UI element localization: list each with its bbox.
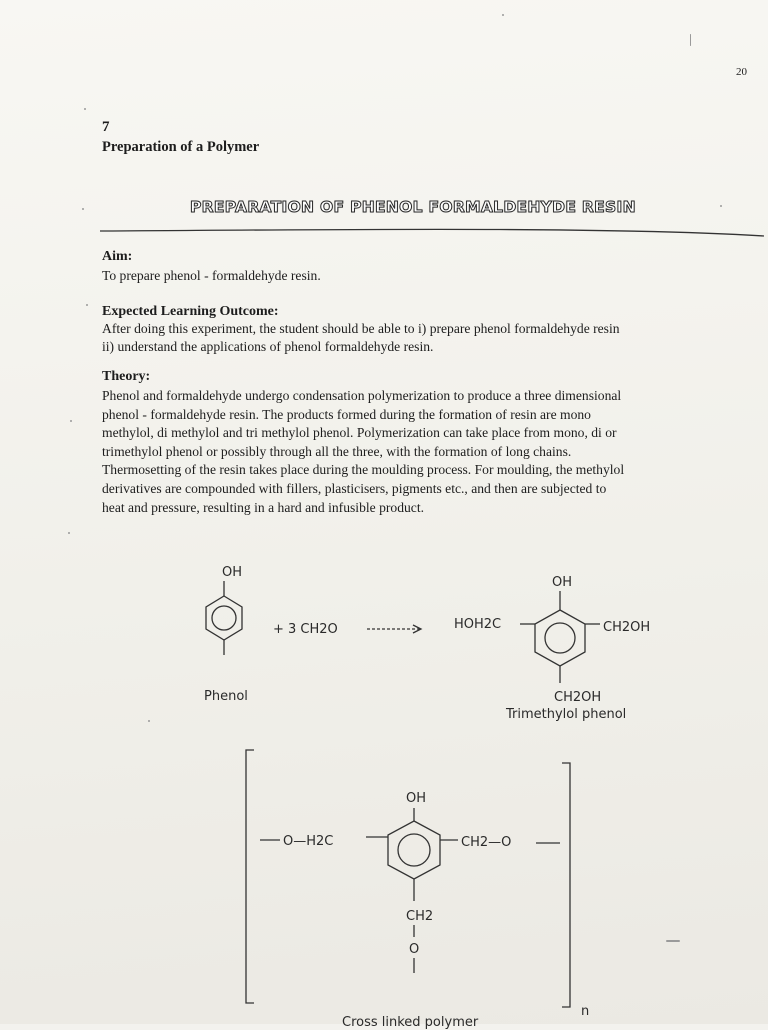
theory-line-7: heat and pressure, resulting in a hard and infusible product. bbox=[102, 499, 425, 515]
reaction-arrow bbox=[367, 625, 421, 633]
product-oh-group: OH bbox=[552, 575, 573, 590]
product-right-group: CH2OH bbox=[603, 620, 651, 635]
polymer-left-chain: O—H2C bbox=[283, 834, 334, 849]
right-bracket bbox=[562, 763, 570, 1007]
outcome-label: Expected Learning Outcome: bbox=[102, 304, 279, 319]
main-heading: PREPARATION OF PHENOL FORMALDEHYDE RESIN bbox=[190, 198, 636, 216]
aim-text: To prepare phenol - formaldehyde resin. bbox=[102, 268, 321, 283]
phenol-oh-group: OH bbox=[222, 565, 243, 580]
product-bottom-group: CH2OH bbox=[554, 690, 602, 705]
outcome-line-1: After doing this experiment, the student should be able to i) prepare phenol formaldehyde resin bbox=[102, 321, 620, 336]
experiment-number: 7 bbox=[102, 119, 110, 135]
left-bracket bbox=[246, 750, 254, 1003]
speck bbox=[84, 108, 86, 110]
speck bbox=[690, 34, 691, 46]
repeat-subscript: n bbox=[581, 1004, 590, 1019]
phenol-label: Phenol bbox=[204, 689, 248, 704]
polymer-right-chain: CH2—O bbox=[461, 835, 512, 850]
theory-line-1: Phenol and formaldehyde undergo condensation polymerization to produce a three dimensional bbox=[102, 388, 622, 403]
theory-line-6: derivatives are compounded with fillers, plasticisers, pigments etc., and then are subjected to bbox=[102, 480, 607, 496]
theory-label: Theory: bbox=[102, 369, 151, 384]
trimethylol-structure bbox=[454, 575, 650, 705]
speck bbox=[86, 304, 88, 306]
theory-line-4: trimethylol phenol or possibly through all the three, with the formation of long chains. bbox=[102, 443, 572, 459]
theory-line-5: Thermosetting of the resin takes place during the moulding process. For moulding, the methylol bbox=[102, 462, 625, 478]
speck bbox=[70, 420, 72, 422]
speck bbox=[666, 940, 680, 942]
page-number: 20 bbox=[736, 66, 747, 78]
trimethylol-label: Trimethylol phenol bbox=[506, 707, 627, 722]
speck bbox=[720, 205, 722, 207]
outcome-line-2: ii) understand the applications of phenol formaldehyde resin. bbox=[102, 339, 434, 354]
heading-rule bbox=[100, 222, 768, 238]
speck bbox=[68, 532, 70, 534]
reagent-text: + 3 CH2O bbox=[273, 622, 338, 637]
product-left-group: HOH2C bbox=[454, 617, 502, 632]
polymer-caption: Cross linked polymer bbox=[342, 1015, 479, 1030]
theory-line-3: methylol, di methylol and tri methylol phenol. Polymerization can take place from mono, di or bbox=[102, 425, 617, 441]
theory-paragraph bbox=[102, 387, 768, 517]
polymer-bottom-link: O bbox=[409, 942, 420, 957]
speck bbox=[148, 720, 150, 722]
experiment-title: Preparation of a Polymer bbox=[102, 139, 260, 155]
speck bbox=[82, 208, 84, 210]
reaction-scheme bbox=[180, 555, 700, 730]
polymer-structure bbox=[230, 745, 610, 1019]
aim-label: Aim: bbox=[102, 249, 133, 264]
speck bbox=[502, 14, 504, 16]
polymer-bottom-group: CH2 bbox=[406, 909, 434, 924]
theory-line-2: phenol - formaldehyde resin. The products formed during the formation of resin are mono bbox=[102, 406, 591, 422]
polymer-oh-group: OH bbox=[406, 791, 427, 806]
phenol-structure bbox=[206, 565, 242, 655]
